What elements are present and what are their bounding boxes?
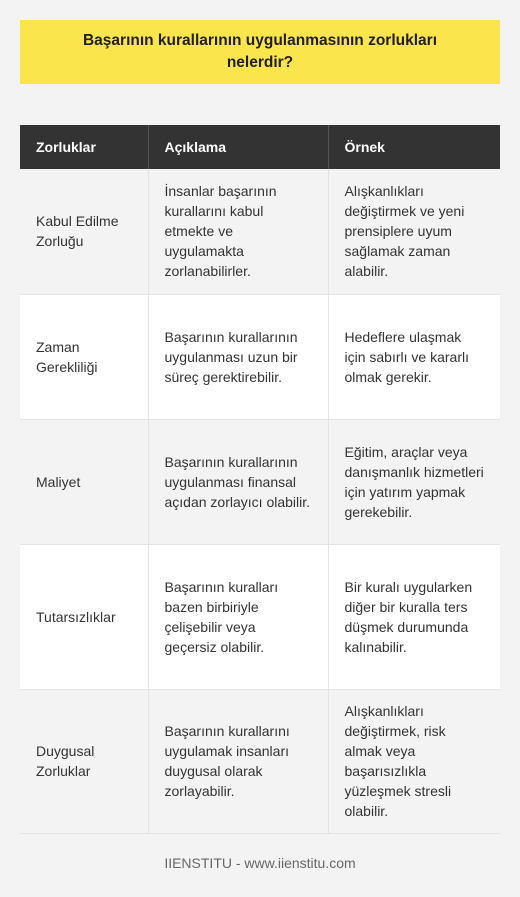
page-title: Başarının kurallarının uygulanmasının zorlukları nelerdir?: [82, 32, 437, 71]
example-cell: Eğitim, araçlar veya danışmanlık hizmetleri için yatırım yapmak gerekebilir.: [328, 419, 500, 544]
table-row: [20, 419, 500, 544]
example-cell: Alışkanlıkları değiştirmek ve yeni prensiplere uyum sağlamak zaman alabilir.: [328, 169, 500, 294]
description-cell: İnsanlar başarının kurallarını kabul etmekte ve uygulamakta zorlanabilirler.: [148, 169, 328, 294]
column-header-challenges: Zorluklar: [20, 125, 148, 169]
challenge-cell: Duygusal Zorluklar: [20, 689, 148, 833]
table-row: [20, 294, 500, 419]
table-row: [20, 169, 500, 294]
challenge-cell: Maliyet: [20, 419, 148, 544]
challenges-table: [20, 125, 500, 834]
column-header-description: Açıklama: [148, 125, 328, 169]
footer-credit: IIENSTITU - www.iienstitu.com: [164, 855, 356, 871]
description-cell: Başarının kurallarının uygulanması uzun bir süreç gerektirebilir.: [148, 294, 328, 419]
example-cell: Hedeflere ulaşmak için sabırlı ve kararlı olmak gerekir.: [328, 294, 500, 419]
challenge-cell: Kabul Edilme Zorluğu: [20, 169, 148, 294]
table-row: [20, 544, 500, 689]
example-cell: Alışkanlıkları değiştirmek, risk almak veya başarısızlıkla yüzleşmek stresli olabilir.: [328, 689, 500, 833]
challenge-cell: Zaman Gerekliliği: [20, 294, 148, 419]
table-row: [20, 689, 500, 833]
description-cell: Başarının kuralları bazen birbiriyle çelişebilir veya geçersiz olabilir.: [148, 544, 328, 689]
column-header-example: Örnek: [328, 125, 500, 169]
description-cell: Başarının kurallarının uygulanması finansal açıdan zorlayıcı olabilir.: [148, 419, 328, 544]
title-banner: [20, 20, 500, 84]
example-cell: Bir kuralı uygularken diğer bir kuralla ters düşmek durumunda kalınabilir.: [328, 544, 500, 689]
description-cell: Başarının kurallarını uygulamak insanları duygusal olarak zorlayabilir.: [148, 689, 328, 833]
table-header-row: [20, 125, 500, 169]
challenge-cell: Tutarsızlıklar: [20, 544, 148, 689]
